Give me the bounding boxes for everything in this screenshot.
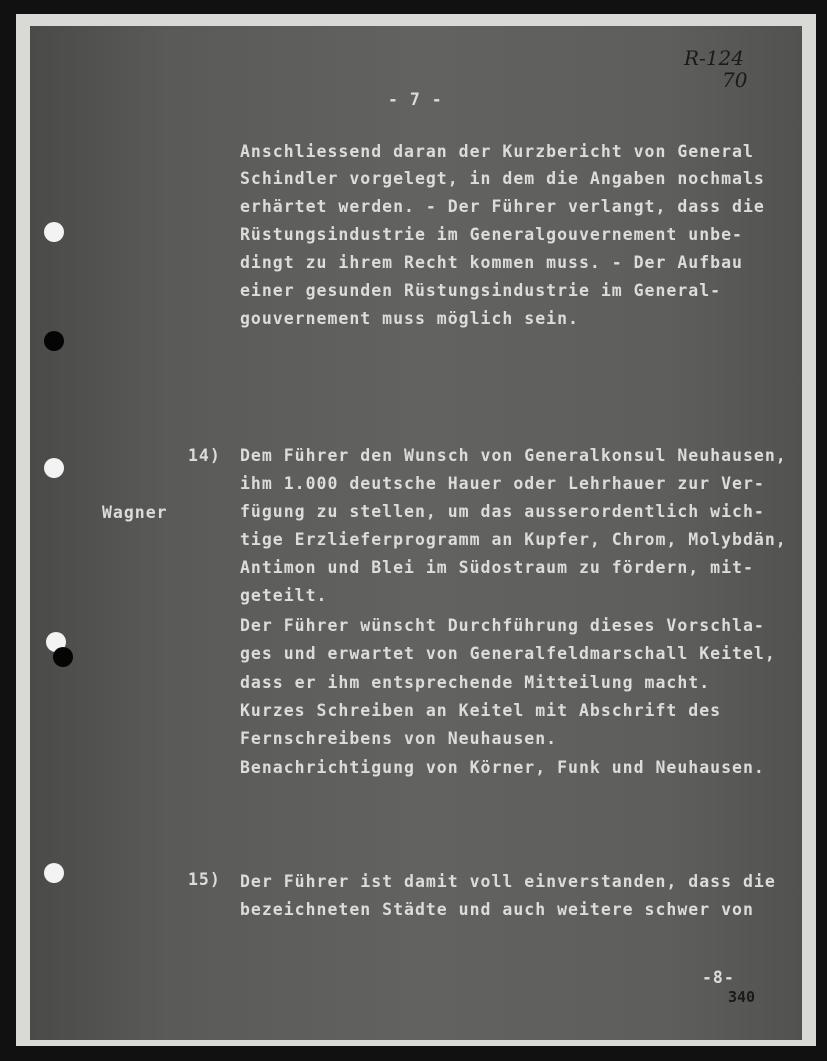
text-line: gouvernement muss möglich sein.	[240, 309, 579, 328]
archive-mark: R-124	[684, 46, 744, 70]
document-page	[30, 26, 802, 1040]
text-line: Kurzes Schreiben an Keitel mit Abschrift des	[240, 701, 722, 720]
text-line: Anschliessend daran der Kurzbericht von General	[240, 142, 754, 161]
item-number: 14)	[188, 446, 221, 465]
text-line: Der Führer wünscht Durchführung dieses Vorschla-	[240, 616, 765, 635]
text-line: Der Führer ist damit voll einverstanden, dass die	[240, 872, 776, 891]
text-line: einer gesunden Rüstungsindustrie im General-	[240, 281, 722, 300]
text-line: Antimon und Blei im Südostraum zu fördern, mit-	[240, 558, 754, 577]
archive-mark-sub: 70	[722, 68, 748, 92]
text-line: Schindler vorgelegt, in dem die Angaben nochmals	[240, 169, 765, 188]
text-line: geteilt.	[240, 586, 328, 605]
text-line: Rüstungsindustrie im Generalgouvernement unbe-	[240, 225, 743, 244]
text-line: ges und erwartet von Generalfeldmarschall Keitel,	[240, 644, 776, 663]
next-page-marker: -8-	[702, 968, 735, 987]
stamp-number: 340	[728, 988, 756, 1006]
text-line: Dem Führer den Wunsch von Generalkonsul Neuhausen,	[240, 446, 787, 465]
text-line: tige Erzlieferprogramm an Kupfer, Chrom, Molybdän,	[240, 530, 787, 549]
text-line: dingt zu ihrem Recht kommen muss. - Der Aufbau	[240, 253, 743, 272]
text-line: fügung zu stellen, um das ausserordentlich wich-	[240, 502, 765, 521]
text-line: Benachrichtigung von Körner, Funk und Neuhausen.	[240, 758, 765, 777]
punch-hole	[44, 222, 64, 242]
text-line: bezeichneten Städte und auch weitere schwer von	[240, 900, 754, 919]
punch-hole	[44, 458, 64, 478]
margin-note: Wagner	[102, 503, 168, 522]
punch-hole	[53, 647, 73, 667]
punch-hole	[44, 863, 64, 883]
text-line: ihm 1.000 deutsche Hauer oder Lehrhauer zur Ver-	[240, 474, 765, 493]
punch-hole	[44, 331, 64, 351]
text-line: erhärtet werden. - Der Führer verlangt, dass die	[240, 197, 765, 216]
item-number: 15)	[188, 870, 221, 889]
text-line: Fernschreibens von Neuhausen.	[240, 729, 558, 748]
page-number: - 7 -	[388, 90, 443, 109]
text-line: dass er ihm entsprechende Mitteilung macht.	[240, 673, 711, 692]
